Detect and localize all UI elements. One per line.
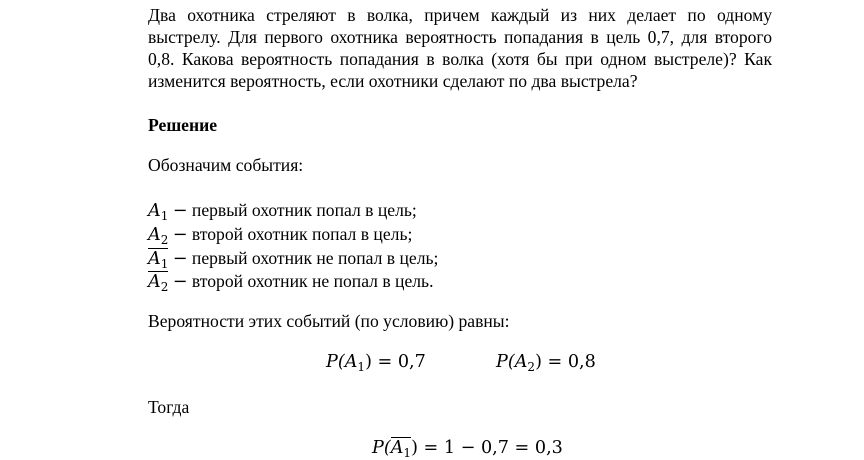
event-index: 2	[160, 233, 169, 247]
overline-symbol	[391, 437, 411, 459]
problem-statement	[148, 4, 772, 92]
event-text: второй охотник не попал в цель.	[187, 271, 434, 291]
event-item	[148, 199, 772, 223]
event-text: первый охотник не попал в цель;	[187, 248, 439, 268]
solution-heading: Решение	[148, 115, 218, 135]
event-index: 2	[160, 280, 169, 294]
event-symbol: A	[148, 201, 161, 221]
formula-p-a2	[496, 350, 596, 374]
event-dash: −	[172, 272, 188, 292]
event-item	[148, 247, 772, 270]
event-item	[148, 270, 772, 293]
formula-index: 2	[527, 360, 536, 374]
event-dash: −	[172, 201, 188, 221]
then-text: Тогда	[148, 397, 190, 417]
formula-rest: ) = 0,8	[535, 352, 596, 372]
formula-symbol: A	[514, 352, 528, 372]
problem-line-3: 0,8. Какова вероятность попадания в волка (хотя бы при одном выстреле)? Как	[148, 49, 772, 69]
formula-rest: ) = 0,7	[365, 352, 426, 372]
event-index: 1	[160, 209, 169, 223]
event-index: 1	[160, 257, 169, 271]
formula-index: 1	[403, 446, 412, 460]
event-text: второй охотник попал в цель;	[187, 224, 413, 244]
event-item	[148, 223, 772, 247]
formula-func: P(	[326, 352, 345, 372]
formula-func: P(	[496, 352, 515, 372]
formula-func: P(	[372, 438, 391, 458]
probabilities-intro: Вероятности этих событий (по условию) равны:	[148, 311, 510, 331]
overline-symbol	[148, 248, 168, 270]
formula-p-a1	[326, 350, 426, 374]
formula-symbol: A	[390, 438, 404, 458]
events-intro: Обозначим события:	[148, 155, 304, 175]
event-symbol: A	[148, 249, 161, 269]
formula-p-not-a1	[372, 436, 563, 459]
problem-line-1: Два охотника стреляют в волка, причем каждый из них делает по одному	[148, 5, 772, 25]
event-dash: −	[172, 249, 188, 269]
event-text: первый охотник попал в цель;	[187, 200, 417, 220]
problem-line-4: изменится вероятность, если охотники сделают по два выстрела?	[148, 71, 638, 91]
problem-line-2: выстрелу. Для первого охотника вероятность попадания в цель 0,7, для второго	[148, 27, 772, 47]
events-list	[148, 199, 772, 293]
formula-rest: ) = 1 − 0,7 = 0,3	[411, 438, 563, 458]
overline-symbol	[148, 271, 168, 293]
formula-index: 1	[357, 360, 366, 374]
formula-symbol: A	[344, 352, 358, 372]
event-symbol: A	[148, 272, 161, 292]
event-symbol: A	[148, 225, 161, 245]
event-dash: −	[172, 225, 188, 245]
